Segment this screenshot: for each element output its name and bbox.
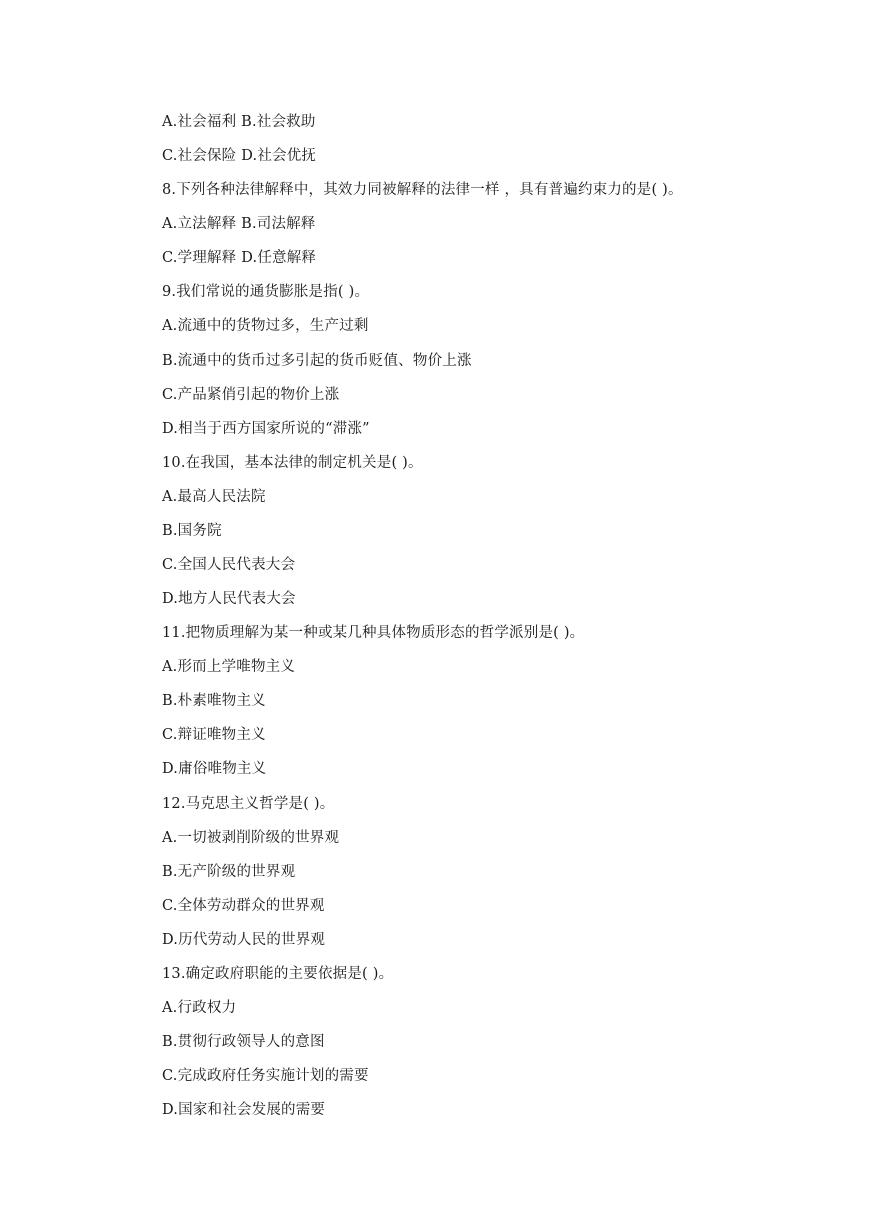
option-line: D.地方人民代表大会	[162, 591, 296, 608]
option-line: A.行政权力	[162, 1000, 237, 1017]
option-line: B.朴素唯物主义	[162, 693, 266, 710]
question-line: 10.在我国，基本法律的制定机关是( )。	[162, 454, 423, 471]
option-line: B.无产阶级的世界观	[162, 863, 296, 880]
option-line: D.庸俗唯物主义	[162, 761, 267, 778]
option-line: D.历代劳动人民的世界观	[162, 931, 326, 948]
option-line: A.立法解释 B.司法解释	[162, 216, 316, 233]
option-line: A.一切被剥削阶级的世界观	[162, 829, 340, 846]
option-line: A.流通中的货物过多，生产过剩	[162, 318, 369, 335]
option-line: C.全国人民代表大会	[162, 557, 296, 574]
option-line: C.完成政府任务实施计划的需要	[162, 1068, 369, 1085]
option-line: B.贯彻行政领导人的意图	[162, 1034, 325, 1051]
option-line: A.最高人民法院	[162, 488, 266, 505]
option-line: D.国家和社会发展的需要	[162, 1102, 326, 1119]
question-text-block	[162, 111, 683, 1133]
option-line: C.产品紧俏引起的物价上涨	[162, 386, 340, 403]
option-line: C.学理解释 D.任意解释	[162, 250, 317, 267]
option-line: B.流通中的货币过多引起的货币贬值、物价上涨	[162, 352, 472, 369]
question-line: 9.我们常说的通货膨胀是指( )。	[162, 284, 370, 301]
question-line: 13.确定政府职能的主要依据是( )。	[162, 965, 394, 982]
question-line: 12.马克思主义哲学是( )。	[162, 795, 335, 812]
question-line: 8.下列各种法律解释中，其效力同被解释的法律一样 ，具有普遍约束力的是( )。	[162, 182, 683, 199]
option-line: B.国务院	[162, 522, 222, 539]
option-line: D.相当于西方国家所说的“滞涨”	[162, 420, 370, 437]
question-line: 11.把物质理解为某一种或某几种具体物质形态的哲学派别是( )。	[162, 625, 585, 642]
option-line: A.社会福利 B.社会救助	[162, 114, 316, 130]
option-line: C.全体劳动群众的世界观	[162, 897, 325, 914]
option-line: C.社会保险 D.社会优抚	[162, 148, 317, 165]
option-line: C.辩证唯物主义	[162, 727, 266, 744]
option-line: A.形而上学唯物主义	[162, 659, 296, 676]
